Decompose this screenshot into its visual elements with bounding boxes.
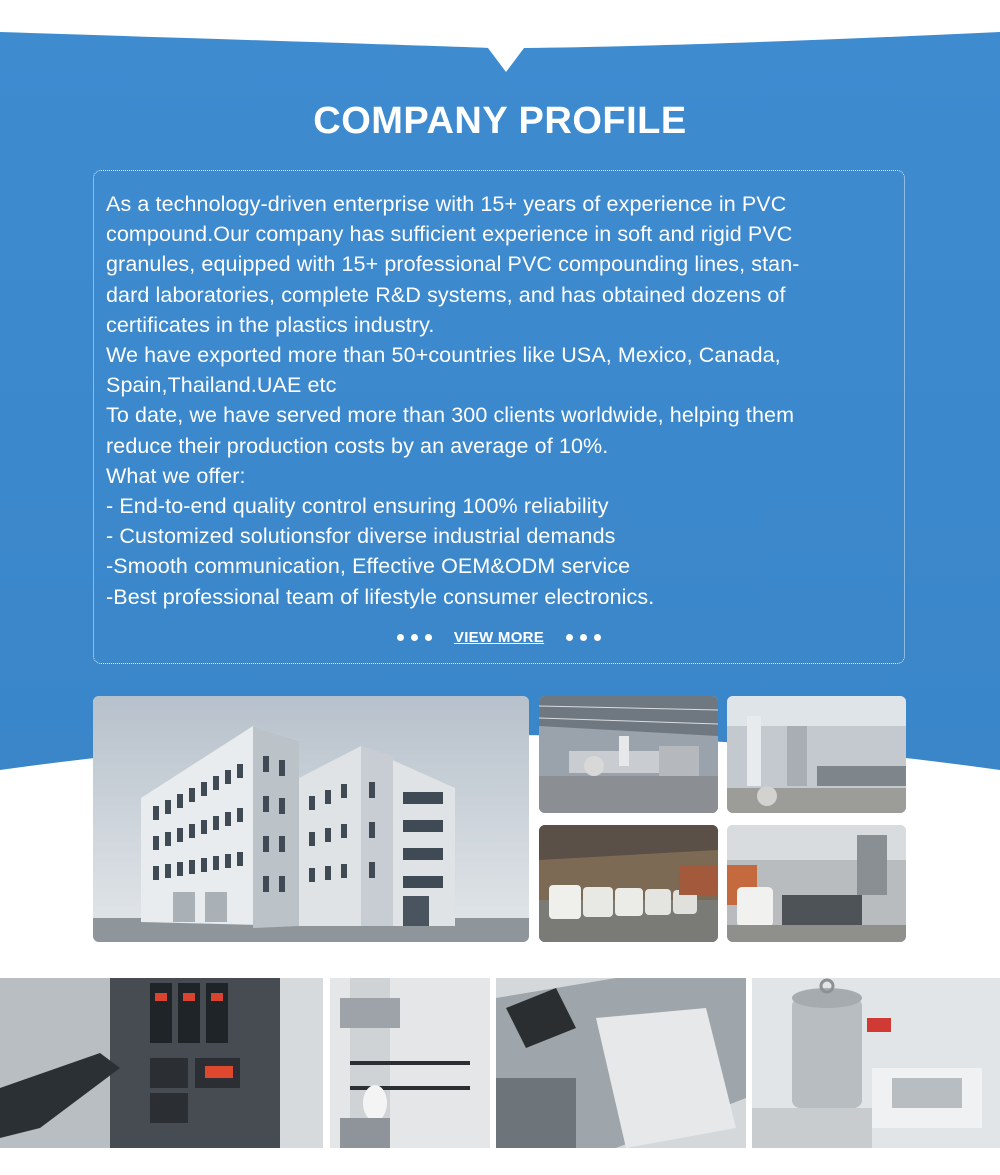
profile-line: -Smooth communication, Effective OEM&ODM service [106,554,631,579]
profile-line: - Customized solutionsfor diverse industrial demands [106,524,616,549]
profile-line: To date, we have served more than 300 clients worldwide, helping them [106,403,795,428]
mixing-tank-photo [752,978,1000,1148]
profile-line: We have exported more than 50+countries like USA, Mexico, Canada, [106,343,781,368]
view-more-row [94,625,904,649]
profile-line: -Best professional team of lifestyle consumer electronics. [106,584,655,609]
profile-line: compound.Our company has sufficient experience in soft and rigid PVC [106,222,793,247]
profile-line: dard laboratories, complete R&D systems, and has obtained dozens of [106,282,786,307]
control-panel-photo [0,978,323,1148]
office-building-photo [93,696,529,942]
extrusion-machinery-photo [727,696,906,813]
profile-line: certificates in the plastics industry. [106,312,435,337]
tensile-tester-photo [330,978,490,1148]
profile-line: What we offer: [106,463,246,488]
profile-line: As a technology-driven enterprise with 15+ years of experience in PVC [106,192,787,216]
profile-paragraph [106,189,896,612]
profile-text-box [93,170,905,664]
profile-line: - End-to-end quality control ensuring 100% reliability [106,494,609,519]
factory-production-line-photo [539,696,718,813]
page-title: COMPANY PROFILE [313,100,687,142]
dots-icon [566,634,601,641]
dots-icon [397,634,432,641]
profile-line: granules, equipped with 15+ professional PVC compounding lines, stan- [106,252,800,277]
material-sheet-photo [496,978,746,1148]
granule-bags-photo [727,825,906,942]
view-more-link[interactable]: VIEW MORE [453,628,545,646]
profile-line: reduce their production costs by an average of 10%. [106,433,609,458]
warehouse-bags-photo [539,825,718,942]
profile-line: Spain,Thailand.UAE etc [106,373,337,398]
